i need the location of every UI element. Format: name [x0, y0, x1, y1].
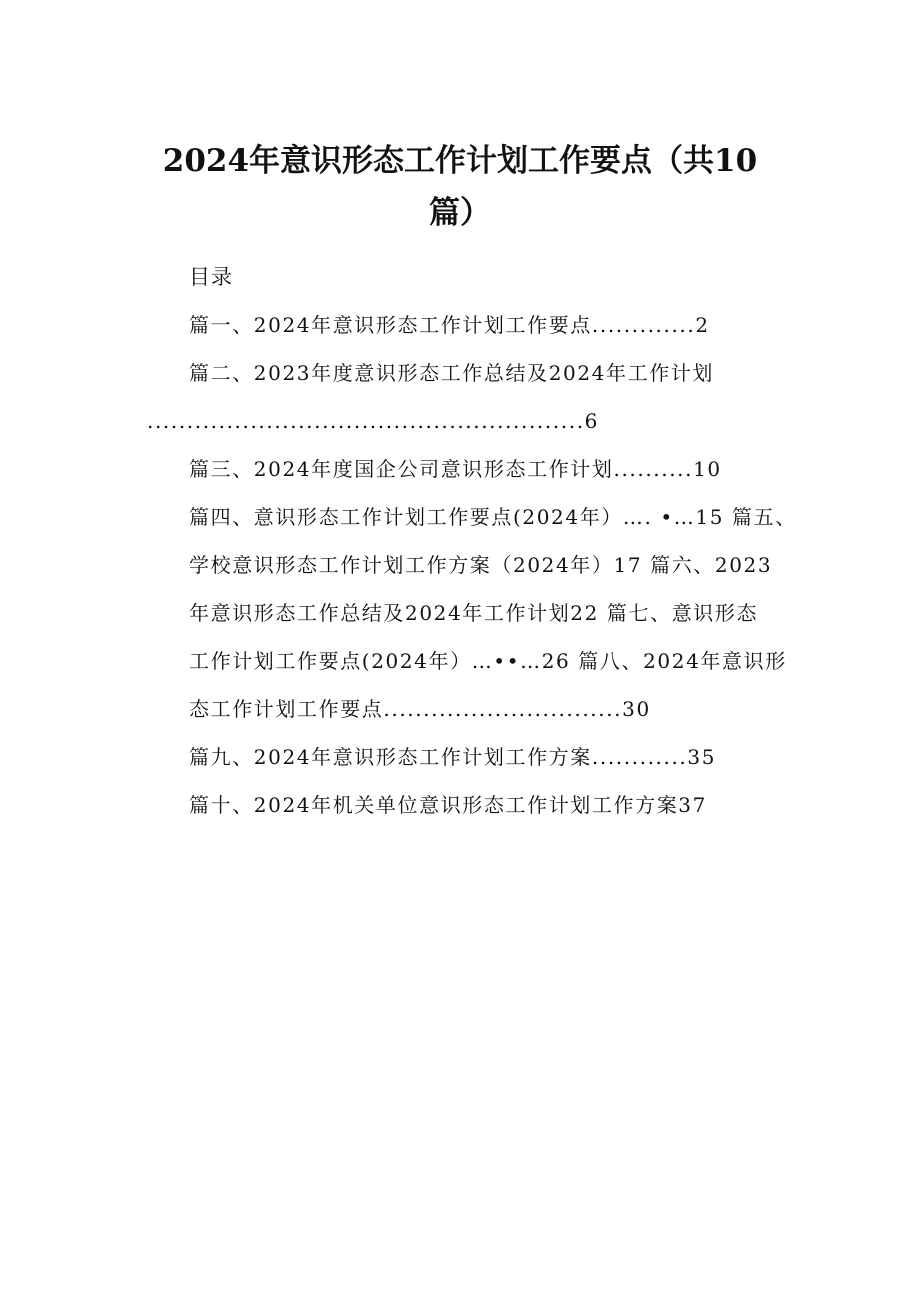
toc-line-8[interactable]: 工作计划工作要点(2024年）…••…26 篇八、2024年意识形 — [189, 649, 787, 673]
toc-line-4[interactable]: 篇三、2024年度国企公司意识形态工作计划..........10 — [189, 457, 722, 481]
toc-line-3[interactable]: .......................................................6 — [147, 409, 599, 433]
toc-line-9[interactable]: 态工作计划工作要点..............................30 — [189, 697, 651, 721]
toc-line-5[interactable]: 篇四、意识形态工作计划工作要点(2024年）…. •…15 篇五、 — [189, 505, 797, 529]
toc-heading: 目录 — [189, 265, 233, 289]
toc-line-1[interactable]: 篇一、2024年意识形态工作计划工作要点.............2 — [189, 313, 710, 337]
toc-line-10[interactable]: 篇九、2024年意识形态工作计划工作方案............35 — [189, 745, 717, 769]
toc-line-2[interactable]: 篇二、2023年度意识形态工作总结及2024年工作计划 — [189, 361, 714, 385]
document-title-line-1: 2024年意识形态工作计划工作要点（共10 — [162, 143, 758, 179]
toc-line-11[interactable]: 篇十、2024年机关单位意识形态工作计划工作方案37 — [189, 793, 707, 817]
toc-line-6[interactable]: 学校意识形态工作计划工作方案（2024年）17 篇六、2023 — [189, 553, 773, 577]
toc-line-7[interactable]: 年意识形态工作总结及2024年工作计划22 篇七、意识形态 — [189, 601, 759, 625]
document-title-line-2: 篇） — [429, 195, 491, 231]
